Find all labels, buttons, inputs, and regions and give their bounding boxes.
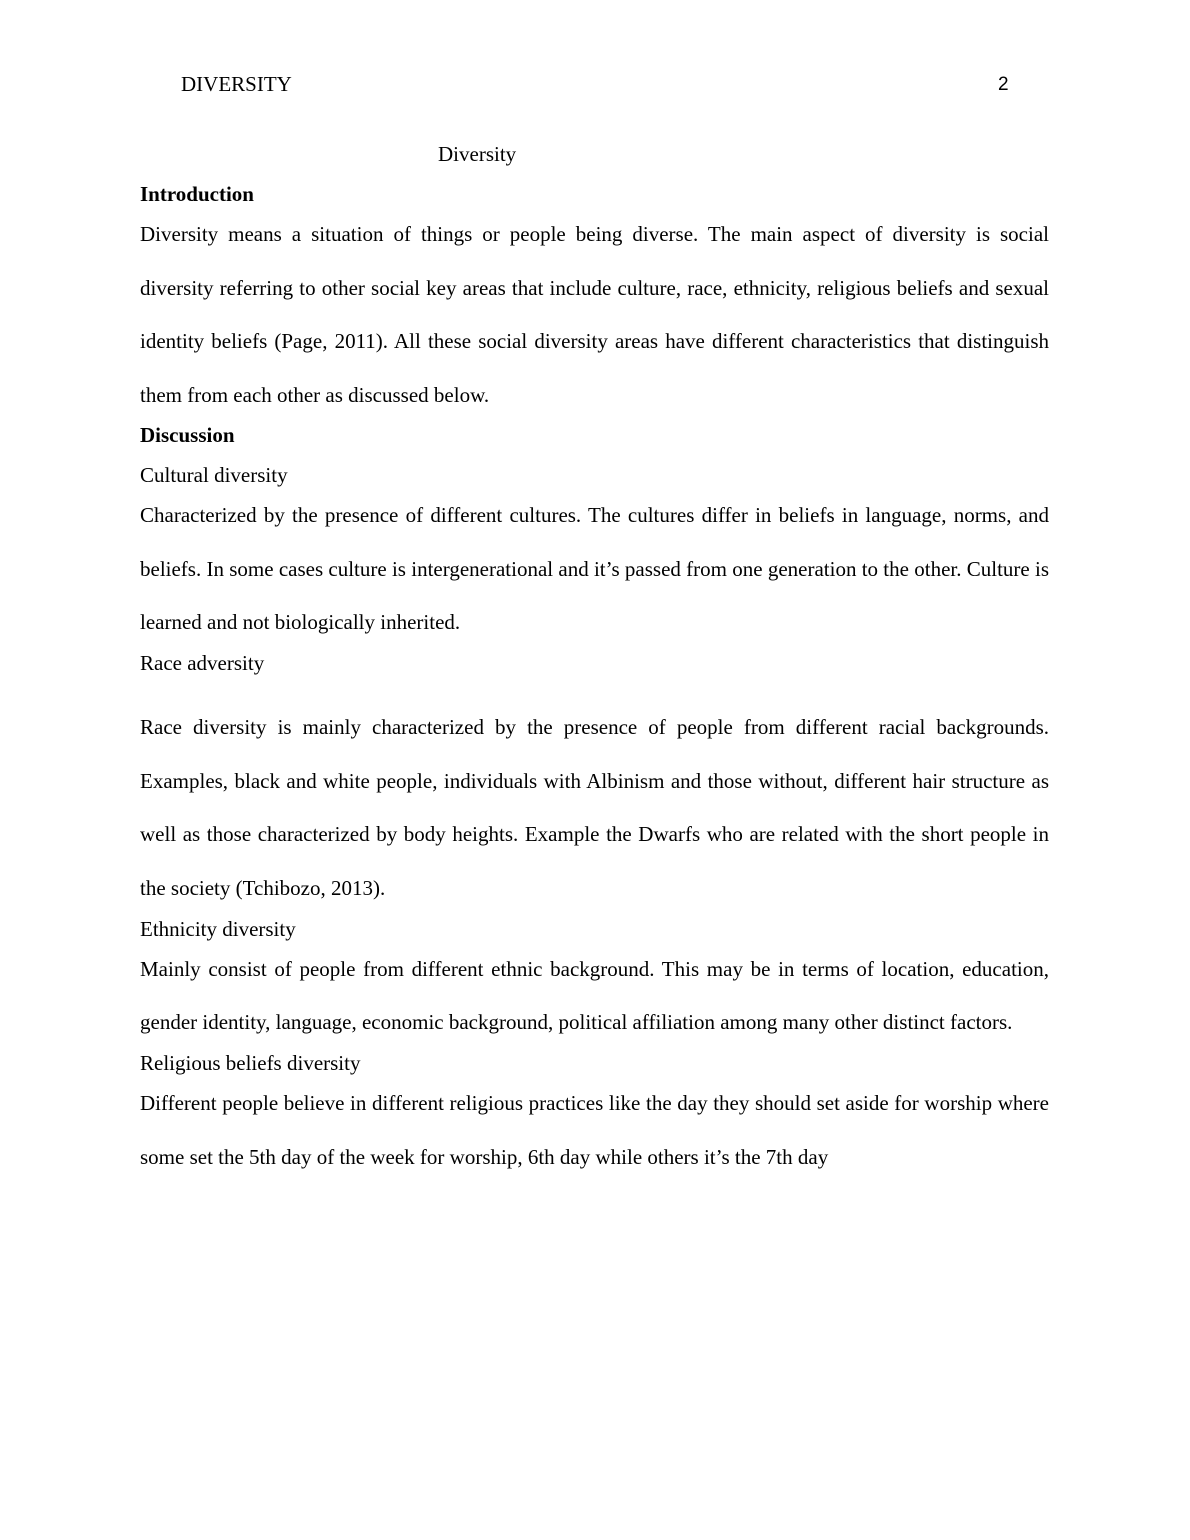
introduction-paragraph: Diversity means a situation of things or people being diverse. The main aspect of diversity is social diversity referring to other social key areas that include culture, race, ethnicity, religious beliefs and sexual identity beliefs (Page, 2011). All these social diversity areas have different characteristics that distinguish them from each other as discussed below. [140, 222, 1049, 408]
cultural-diversity-subheading: Cultural diversity [140, 462, 288, 487]
cultural-diversity-paragraph: Characterized by the presence of different cultures. The cultures differ in beliefs in language, norms, and beliefs. In some cases culture is intergenerational and it’s passed from one generation to the other. Culture is learned and not biologically inherited. [140, 502, 1049, 635]
race-adversity-subheading: Race adversity [140, 650, 265, 675]
document-title: Diversity [438, 142, 517, 166]
race-diversity-paragraph: Race diversity is mainly characterized by the presence of people from different racial backgrounds. Examples, black and white people, individuals with Albinism and those without, different hair structure as well as those characterized by body heights. Example the Dwarfs who are related with the short people in the society (Tchibozo, 2013). [140, 714, 1049, 901]
discussion-heading: Discussion [140, 422, 235, 447]
running-head: DIVERSITY [181, 72, 292, 96]
ethnicity-diversity-paragraph: Mainly consist of people from different ethnic background. This may be in terms of location, education, gender identity, language, economic background, political affiliation among many other distinct factors. [140, 956, 1049, 1035]
introduction-heading: Introduction [140, 182, 254, 206]
document-body [140, 141, 1049, 1185]
religious-beliefs-paragraph: Different people believe in different religious practices like the day they should set aside for worship where some set the 5th day of the week for worship, 6th day while others it’s the 7th day [140, 1091, 1049, 1169]
page-number: 2 [998, 74, 1009, 95]
religious-beliefs-subheading: Religious beliefs diversity [140, 1051, 361, 1076]
ethnicity-diversity-subheading: Ethnicity diversity [140, 916, 296, 941]
